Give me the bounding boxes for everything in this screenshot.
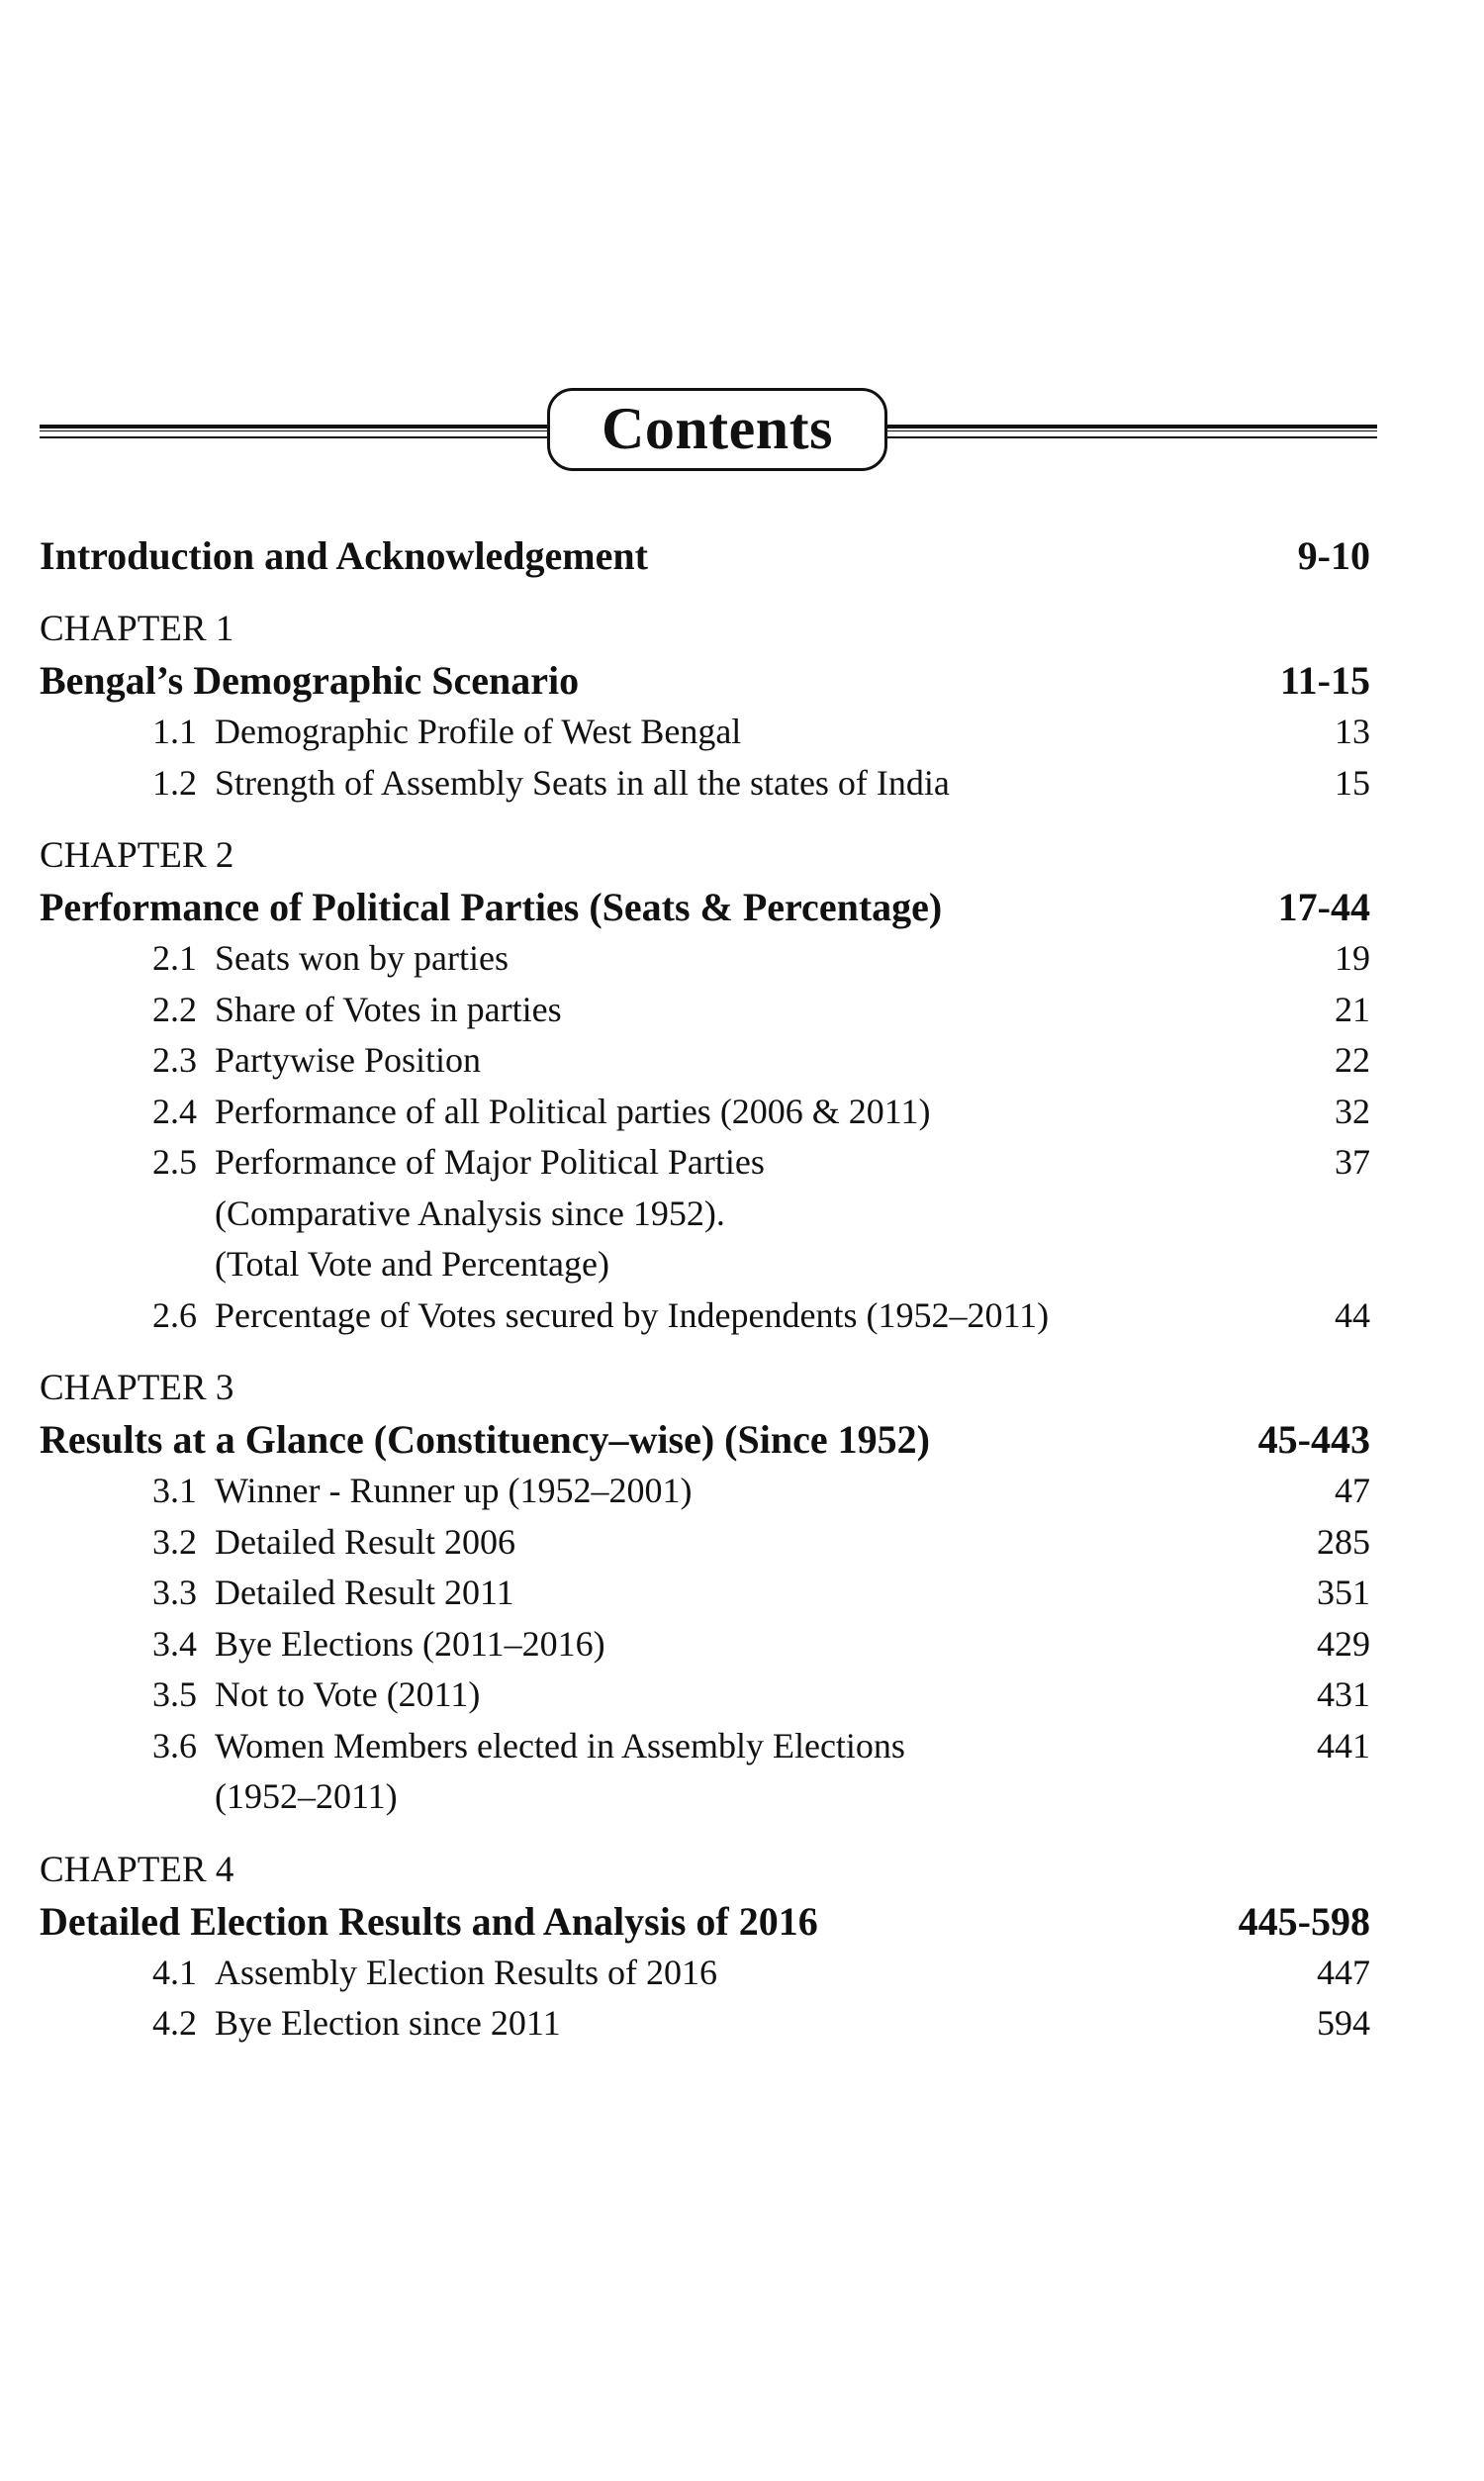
chapter-title: Bengal’s Demographic Scenario bbox=[40, 658, 580, 703]
section-title: Bye Election since 2011 bbox=[215, 2003, 561, 2043]
header-rule-left bbox=[40, 425, 549, 438]
chapter-label bbox=[40, 604, 1370, 655]
section-title: Women Members elected in Assembly Elections bbox=[215, 1725, 905, 1765]
section-number: 2.4 bbox=[152, 1091, 197, 1131]
section-page: 19 bbox=[1335, 938, 1370, 978]
section-page: 351 bbox=[1317, 1573, 1370, 1612]
section-entry[interactable] bbox=[40, 1721, 1370, 1772]
section-label bbox=[40, 1087, 1335, 1138]
table-of-contents bbox=[40, 530, 1370, 2050]
section-title: Seats won by parties bbox=[215, 938, 509, 978]
section-title: Demographic Profile of West Bengal bbox=[215, 712, 742, 751]
chapter-title: Detailed Election Results and Analysis of 2016 bbox=[40, 1898, 818, 1944]
section-entry[interactable] bbox=[40, 1137, 1370, 1189]
section-entry[interactable] bbox=[40, 1517, 1370, 1569]
section-number: 1.1 bbox=[152, 712, 197, 751]
section-label bbox=[40, 1619, 1317, 1670]
section-title: Detailed Result 2006 bbox=[215, 1521, 515, 1562]
section-label bbox=[40, 1466, 1335, 1517]
section-entry[interactable] bbox=[40, 1619, 1370, 1670]
section-title: Not to Vote (2011) bbox=[215, 1674, 481, 1714]
section-number: 2.3 bbox=[152, 1040, 197, 1080]
section-title-line: (1952–2011) bbox=[215, 1776, 398, 1816]
chapter-block bbox=[40, 604, 1370, 809]
chapter-title-row[interactable] bbox=[40, 655, 1370, 707]
section-title: Share of Votes in parties bbox=[215, 989, 562, 1029]
chapter-label bbox=[40, 830, 1370, 882]
section-number: 2.1 bbox=[152, 938, 197, 978]
chapter-pages: 445-598 bbox=[1238, 1898, 1370, 1944]
section-page: 44 bbox=[1335, 1294, 1370, 1335]
section-number: 2.6 bbox=[152, 1294, 197, 1335]
section-title: Performance of all Political parties (2006 & 2011) bbox=[215, 1091, 931, 1131]
section-label bbox=[40, 985, 1335, 1036]
contents-header bbox=[40, 388, 1377, 477]
section-title: Percentage of Votes secured by Independents (1952–2011) bbox=[215, 1294, 1050, 1335]
chapter-label-text: CHAPTER 4 bbox=[40, 1849, 234, 1890]
section-label bbox=[40, 1948, 1317, 1999]
chapter-label-text: CHAPTER 1 bbox=[40, 609, 234, 649]
chapter-label bbox=[40, 1845, 1370, 1896]
section-title-line: (Total Vote and Percentage) bbox=[215, 1244, 610, 1284]
section-title: Bye Elections (2011–2016) bbox=[215, 1623, 605, 1664]
section-label bbox=[40, 707, 1335, 758]
chapter-title-row[interactable] bbox=[40, 1896, 1370, 1948]
section-page: 429 bbox=[1317, 1623, 1370, 1664]
contents-title-box bbox=[547, 388, 887, 471]
chapter-pages: 45-443 bbox=[1257, 1417, 1370, 1462]
chapter-pages: 17-44 bbox=[1277, 885, 1370, 929]
chapter-block bbox=[40, 830, 1370, 1341]
section-entry[interactable] bbox=[40, 933, 1370, 985]
chapter-block bbox=[40, 1363, 1370, 1823]
section-title-continuation bbox=[40, 1189, 1370, 1240]
header-rule-right bbox=[885, 425, 1377, 438]
section-title: Assembly Election Results of 2016 bbox=[215, 1952, 717, 1992]
section-number: 2.2 bbox=[152, 989, 197, 1029]
chapter-list bbox=[40, 604, 1370, 2050]
section-entry[interactable] bbox=[40, 1466, 1370, 1517]
chapter-title-row[interactable] bbox=[40, 882, 1370, 933]
section-title: Detailed Result 2011 bbox=[215, 1573, 514, 1612]
section-page: 285 bbox=[1317, 1521, 1370, 1562]
section-label bbox=[40, 1670, 1317, 1721]
section-title-continuation bbox=[40, 1771, 1370, 1823]
section-label bbox=[40, 1721, 1317, 1772]
section-page: 37 bbox=[1335, 1142, 1370, 1182]
section-title-continuation bbox=[40, 1239, 1370, 1290]
section-number: 3.2 bbox=[152, 1521, 197, 1562]
section-number: 3.6 bbox=[152, 1725, 197, 1765]
chapter-title: Results at a Glance (Constituency–wise) (Since 1952) bbox=[40, 1417, 930, 1462]
section-page: 21 bbox=[1335, 989, 1370, 1029]
section-label bbox=[40, 1290, 1335, 1342]
toc-entry-pages: 9-10 bbox=[1297, 533, 1370, 578]
section-number: 2.5 bbox=[152, 1142, 197, 1182]
section-title: Partywise Position bbox=[215, 1040, 482, 1080]
section-entry[interactable] bbox=[40, 1948, 1370, 1999]
section-entry[interactable] bbox=[40, 1087, 1370, 1138]
section-label bbox=[40, 1998, 1317, 2050]
section-label bbox=[40, 933, 1335, 985]
chapter-label-text: CHAPTER 2 bbox=[40, 835, 234, 876]
section-page: 22 bbox=[1335, 1040, 1370, 1080]
section-entry[interactable] bbox=[40, 707, 1370, 758]
chapter-label-text: CHAPTER 3 bbox=[40, 1368, 234, 1408]
section-page: 47 bbox=[1335, 1471, 1370, 1510]
toc-entry-title: Introduction and Acknowledgement bbox=[40, 533, 648, 578]
chapter-block bbox=[40, 1845, 1370, 2050]
section-label bbox=[40, 1137, 1335, 1189]
chapter-title-row[interactable] bbox=[40, 1414, 1370, 1466]
section-number: 4.2 bbox=[152, 2003, 197, 2043]
section-page: 594 bbox=[1317, 2003, 1370, 2043]
section-page: 13 bbox=[1335, 712, 1370, 751]
chapter-label bbox=[40, 1363, 1370, 1414]
section-title: Strength of Assembly Seats in all the states of India bbox=[215, 762, 950, 803]
section-title: Performance of Major Political Parties bbox=[215, 1142, 765, 1182]
section-page: 15 bbox=[1335, 762, 1370, 803]
section-label bbox=[40, 758, 1335, 810]
section-number: 4.1 bbox=[152, 1952, 197, 1992]
section-page: 431 bbox=[1317, 1674, 1370, 1714]
section-page: 441 bbox=[1317, 1725, 1370, 1765]
section-label bbox=[40, 1517, 1317, 1569]
section-entry[interactable] bbox=[40, 1290, 1370, 1342]
chapter-pages: 11-15 bbox=[1279, 658, 1370, 703]
section-title: Winner - Runner up (1952–2001) bbox=[215, 1471, 693, 1510]
toc-entry-introduction[interactable] bbox=[40, 530, 1370, 582]
section-title-line: (Comparative Analysis since 1952). bbox=[215, 1193, 725, 1233]
section-number: 3.1 bbox=[152, 1471, 197, 1510]
section-number: 3.3 bbox=[152, 1573, 197, 1612]
section-entry[interactable] bbox=[40, 758, 1370, 810]
section-entry[interactable] bbox=[40, 1670, 1370, 1721]
section-entry[interactable] bbox=[40, 1998, 1370, 2050]
section-page: 32 bbox=[1335, 1091, 1370, 1131]
section-label bbox=[40, 1035, 1335, 1087]
section-entry[interactable] bbox=[40, 985, 1370, 1036]
section-entry[interactable] bbox=[40, 1568, 1370, 1619]
page-title: Contents bbox=[601, 396, 833, 461]
section-number: 3.5 bbox=[152, 1674, 197, 1714]
section-page: 447 bbox=[1317, 1952, 1370, 1992]
section-number: 1.2 bbox=[152, 762, 197, 803]
chapter-title: Performance of Political Parties (Seats & Percentage) bbox=[40, 885, 943, 929]
section-number: 3.4 bbox=[152, 1623, 197, 1664]
section-entry[interactable] bbox=[40, 1035, 1370, 1087]
section-label bbox=[40, 1568, 1317, 1619]
